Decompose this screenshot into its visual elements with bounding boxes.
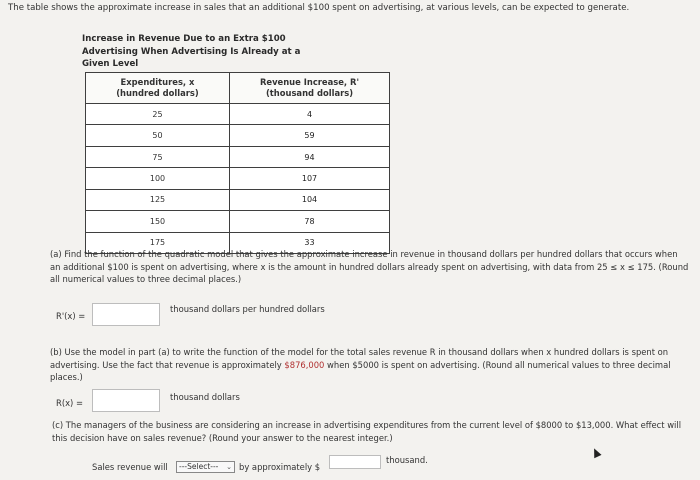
part-c-question: (c) The managers of the business are considering an increase in advertising expenditures from the current level of $8000 to $13,000. What effect will this decision have on sales revenue? (Round your answer to the nearest integer.) [52,420,682,443]
table-title-line: Advertising When Advertising Is Already at a [82,46,301,57]
table-title-line: Given Level [82,59,139,69]
r-answer-input[interactable] [92,389,160,412]
cell-revenue: 104 [230,189,390,210]
cell-expenditure: 125 [86,189,230,210]
cell-expenditure: 75 [86,146,230,167]
cell-expenditure: 150 [86,211,230,232]
header-line: Revenue Increase, R' [259,77,360,87]
cell-revenue: 59 [230,125,390,146]
r-prime-answer-input[interactable] [92,303,160,326]
header-revenue-increase [230,73,390,104]
table-row [86,211,390,232]
part-c-middle: by approximately $ [239,462,321,472]
cell-revenue: 107 [230,168,390,189]
table-row [86,125,390,146]
part-b-unit: thousand dollars [170,392,240,402]
cell-expenditure: 25 [86,104,230,125]
table-row [86,146,390,167]
chevron-down-icon: ⌄ [226,463,232,471]
part-b-question [50,346,690,384]
part-b-highlight: $876,000 [284,359,325,370]
revenue-change-input[interactable] [329,455,381,469]
part-a-unit: thousand dollars per hundred dollars [170,304,325,314]
cell-revenue: 33 [230,232,390,253]
table-title [82,33,342,71]
part-b-text-after: when $5000 is spent on advertising. (Round all numerical values to three decimal places.) [50,359,671,382]
cell-revenue: 94 [230,146,390,167]
header-line: (thousand dollars) [265,88,354,98]
cell-expenditure: 50 [86,125,230,146]
table-title-line: Increase in Revenue Due to an Extra $100 [82,34,286,44]
part-c-unit: thousand. [386,455,428,465]
part-b-input-label: R(x) = [56,398,83,408]
part-a-input-label: R'(x) = [56,311,86,321]
cell-revenue: 4 [230,104,390,125]
table-row [86,104,390,125]
table-row [86,189,390,210]
mouse-cursor-icon [590,447,601,459]
part-a-question: (a) Find the function of the quadratic model that gives the approximate increase in revenue in thousand dollars per hundred dollars that occurs when an additional $100 is spent on advertising, where x is the amount in hundred dollars already spent on advertising, with data from 25 ≤ x ≤ 175. (Round all numerical values to three decimal places.) [50,249,689,284]
data-table [85,72,390,254]
select-value: ---Select--- [179,462,219,471]
part-b-text-before: (b) Use the model in part (a) to write the function of the model for the total sales revenue R in thousand dollars when x hundred dollars is spent on advertising. Use the fact that revenue is approximately [50,347,669,370]
table-row [86,168,390,189]
header-expenditures [86,73,230,104]
effect-select[interactable] [176,461,235,473]
part-c-prefix: Sales revenue will [92,462,168,472]
cell-expenditure: 100 [86,168,230,189]
cell-expenditure: 175 [86,232,230,253]
cell-revenue: 78 [230,211,390,232]
header-line: Expenditures, x [120,77,195,87]
problem-intro: The table shows the approximate increase in sales that an additional $100 spent on advertising, at various levels, can be expected to generate. [8,3,630,13]
table-header-row [86,73,390,104]
header-line: (hundred dollars) [116,88,199,98]
